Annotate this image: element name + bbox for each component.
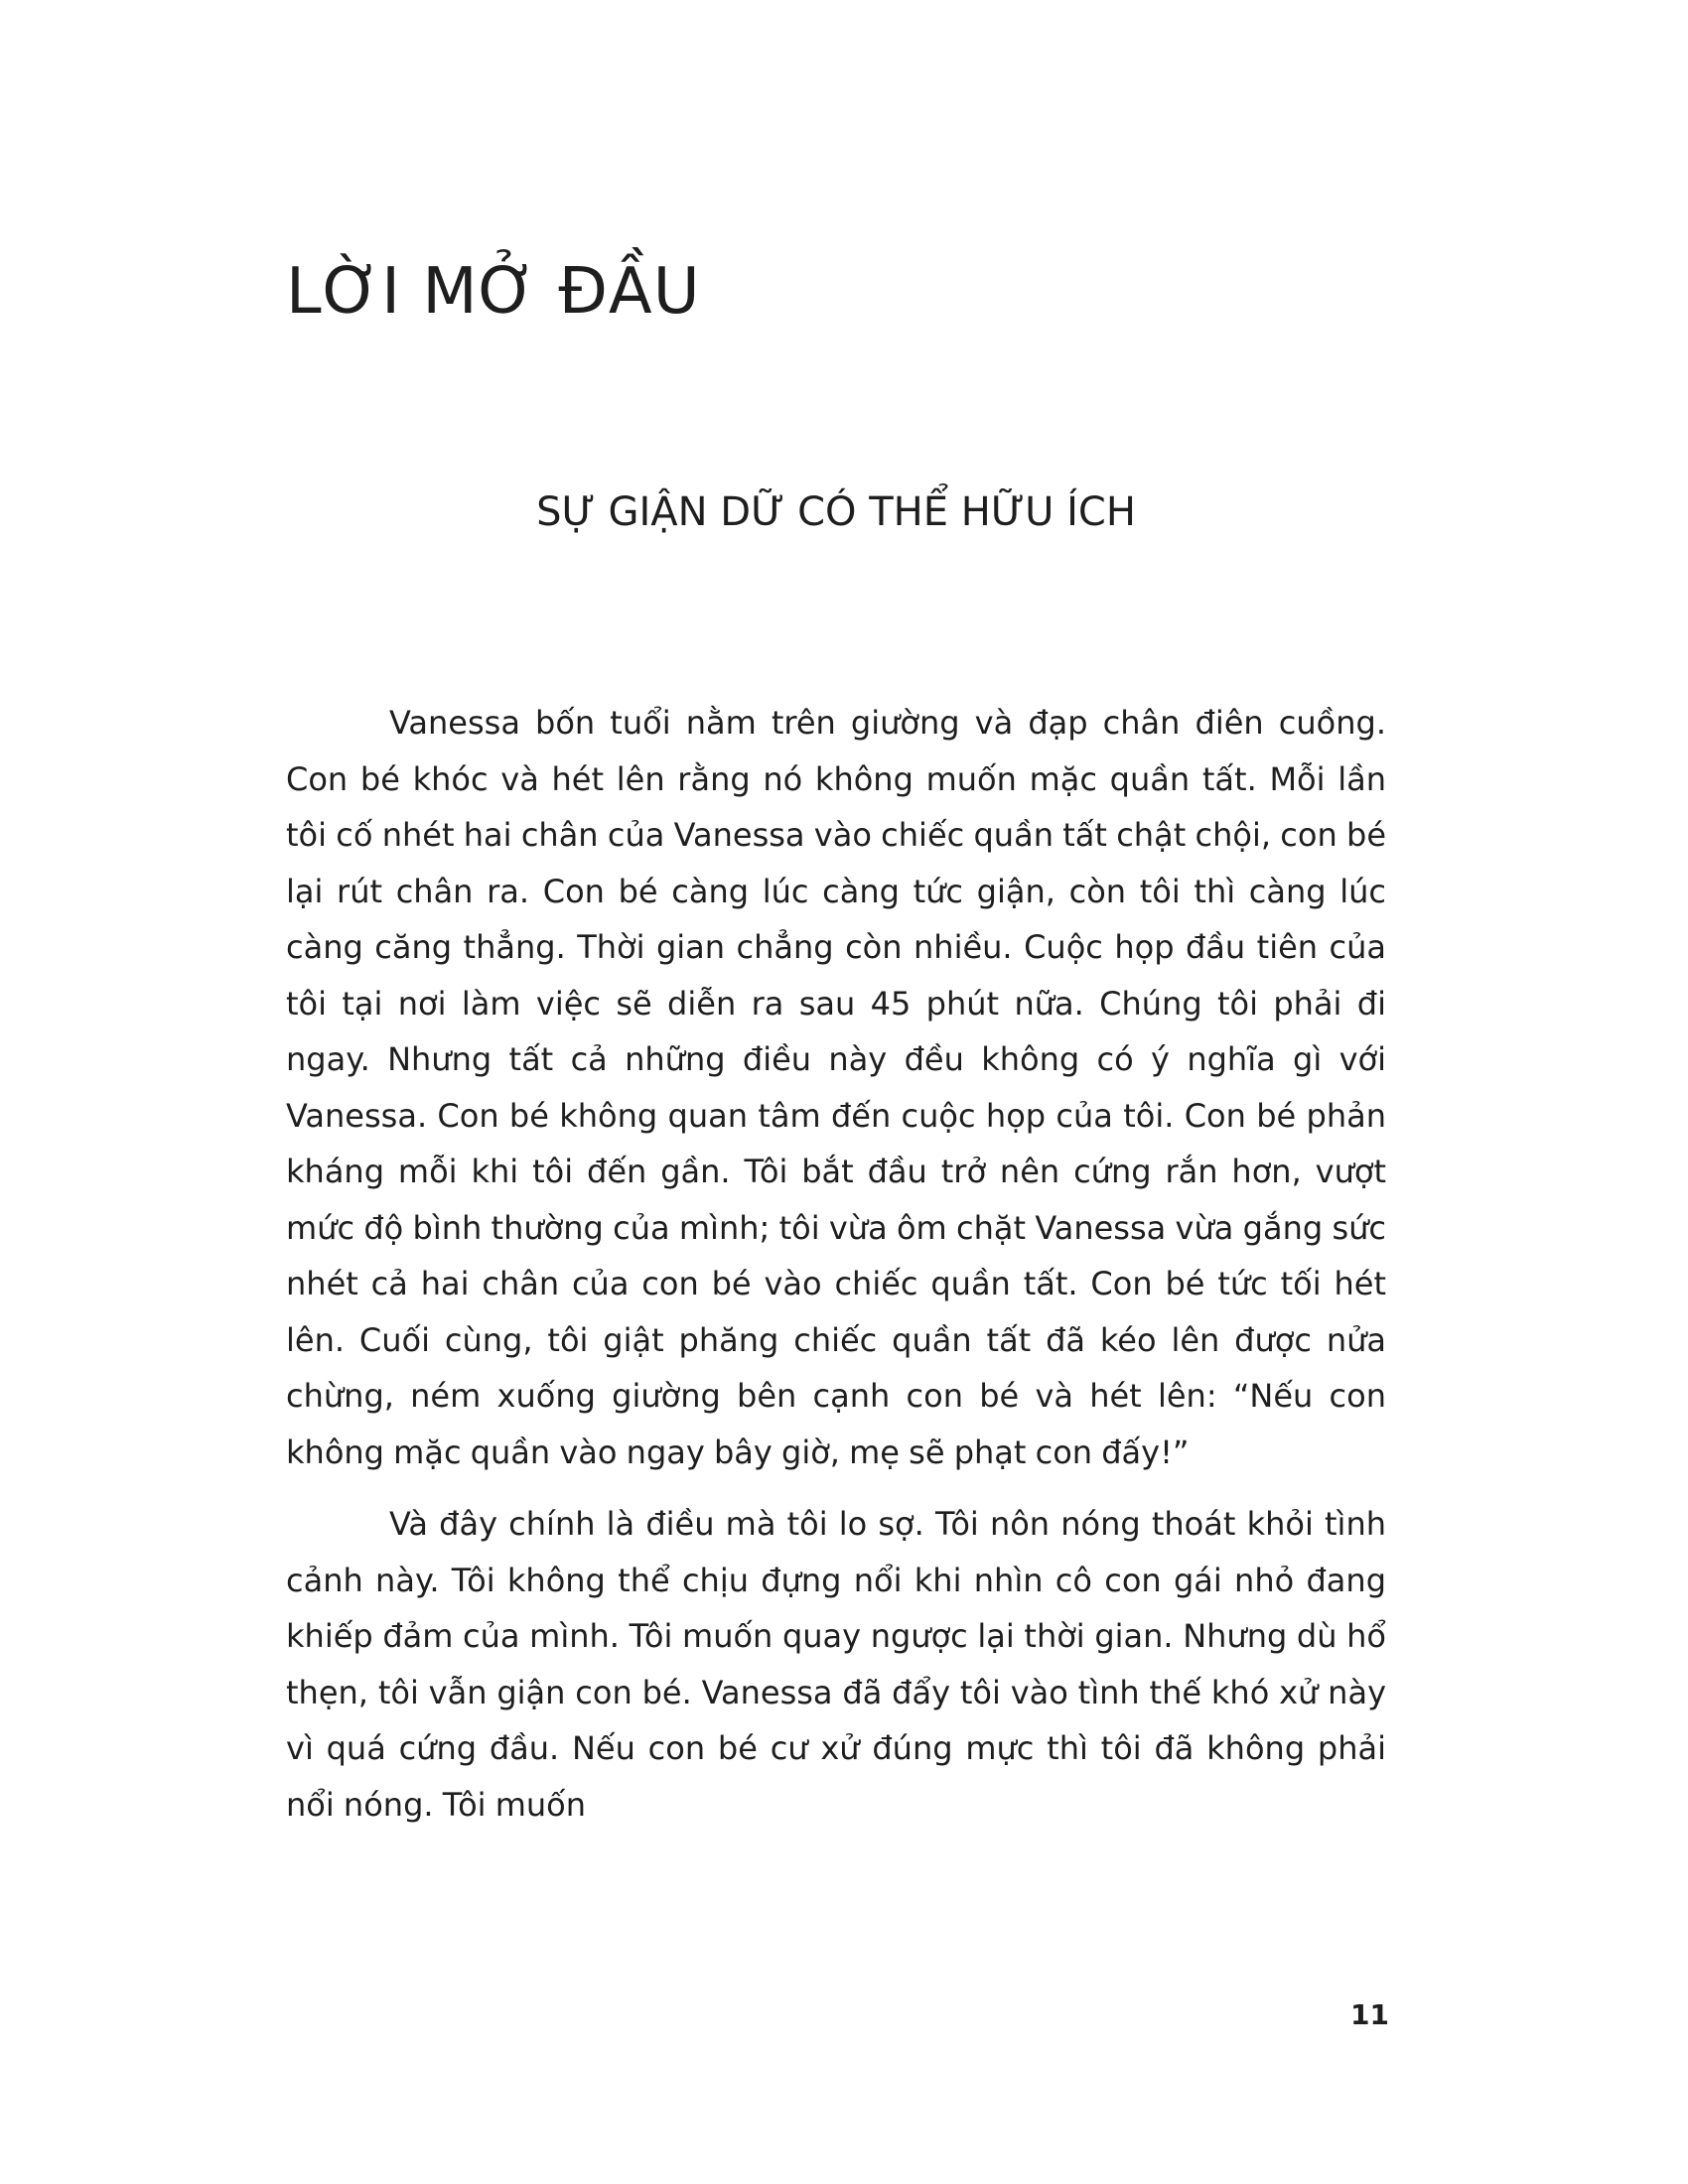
page-number: 11 <box>1350 1998 1389 2031</box>
paragraph: Vanessa bốn tuổi nằm trên giường và đạp chân điên cuồng. Con bé khóc và hét lên rằng nó không muốn mặc quần tất. Mỗi lần tôi cố nhét hai chân của Vanessa vào chiếc quần tất chật chội, con bé lại rút chân ra. Con bé càng lúc càng tức giận, còn tôi thì càng lúc càng căng thẳng. Thời gian chẳng còn nhiều. Cuộc họp đầu tiên của tôi tại nơi làm việc sẽ diễn ra sau 45 phút nữa. Chúng tôi phải đi ngay. Nhưng tất cả những điều này đều không có ý nghĩa gì với Vanessa. Con bé không quan tâm đến cuộc họp của tôi. Con bé phản kháng mỗi khi tôi đến gần. Tôi bắt đầu trở nên cứng rắn hơn, vượt mức độ bình thường của mình; tôi vừa ôm chặt Vanessa vừa gắng sức nhét cả hai chân của con bé vào chiếc quần tất. Con bé tức tối hét lên. Cuối cùng, tôi giật phăng chiếc quần tất đã kéo lên được nửa chừng, ném xuống giường bên cạnh con bé và hét lên: “Nếu con không mặc quần vào ngay bây giờ, mẹ sẽ phạt con đấy!” <box>286 704 1386 1471</box>
body-text <box>286 695 1386 1848</box>
chapter-title: LỜI MỞ ĐẦU <box>286 255 701 329</box>
paragraph: Và đây chính là điều mà tôi lo sợ. Tôi nôn nóng thoát khỏi tình cảnh này. Tôi không thể chịu đựng nổi khi nhìn cô con gái nhỏ đang khiếp đảm của mình. Tôi muốn quay ngược lại thời gian. Nhưng dù hổ thẹn, tôi vẫn giận con bé. Vanessa đã đẩy tôi vào tình thế khó xử này vì quá cứng đầu. Nếu con bé cư xử đúng mực thì tôi đã không phải nổi nóng. Tôi muốn <box>286 1505 1386 1824</box>
section-title: SỰ GIẬN DỮ CÓ THỂ HỮU ÍCH <box>536 489 1136 535</box>
